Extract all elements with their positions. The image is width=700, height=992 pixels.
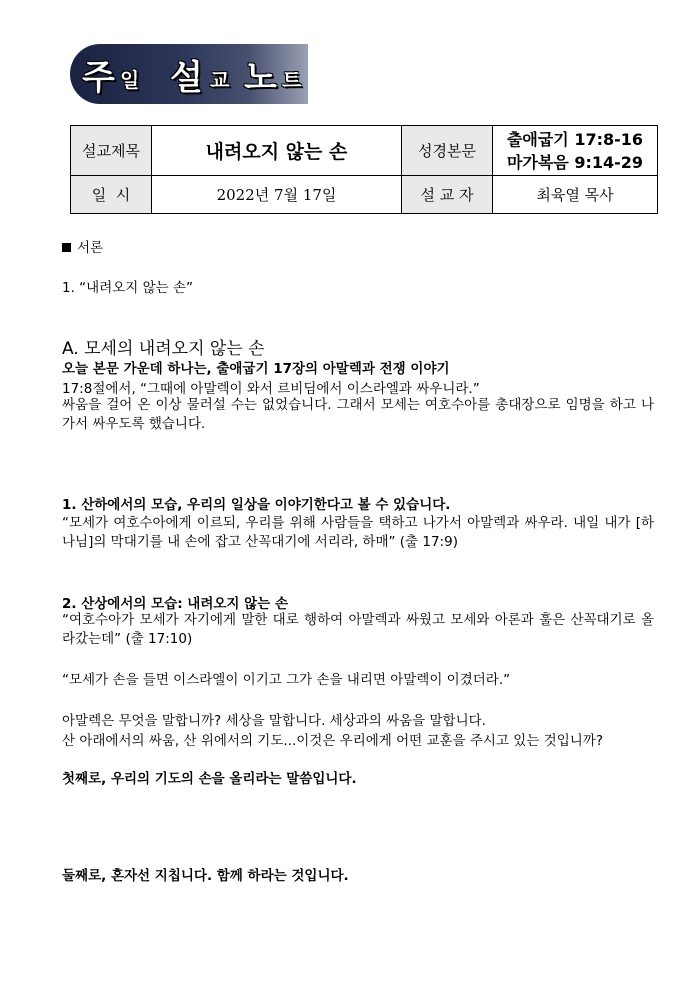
label-date: 일 시 — [71, 176, 152, 214]
banner-char: 노 — [244, 58, 277, 98]
point2-quote-2: “모세가 손을 들면 이스라엘이 이기고 그가 손을 내리면 아말렉이 이겼더라.” — [62, 672, 511, 688]
square-bullet-icon — [62, 243, 71, 252]
intro-heading — [62, 236, 103, 256]
scripture-ref-1: 출애굽기 17:8-16 — [506, 129, 644, 149]
scripture-ref-2: 마가복음 9:14-29 — [506, 152, 644, 172]
point1-quote: “모세가 여호수아에게 이르되, 우리를 위해 사람들을 택하고 나가서 아말렉과 싸우라. 내일 내가 [하나님]의 막대기를 내 손에 잡고 산꼭대기에 서리라, 하매” (출 17:9) — [62, 515, 654, 550]
label-scripture: 성경본문 — [402, 126, 493, 176]
banner-char: 주 — [82, 58, 115, 98]
section-a-verse: 17:8절에서, “그때에 아말렉이 와서 르비딤에서 이스라엘과 싸우니라.” — [62, 381, 480, 397]
question-line-1: 아말렉은 무엇을 말합니까? 세상을 말합니다. 세상과의 싸움을 말합니다. — [62, 713, 486, 729]
intro-item: 1. “내려오지 않는 손” — [62, 280, 194, 296]
label-preacher: 설 교 자 — [402, 176, 493, 214]
intro-heading-text: 서론 — [77, 240, 104, 256]
question-line-2: 산 아래에서의 싸움, 산 위에서의 기도...이것은 우리에게 어떤 교훈을 주시고 있는 것입니까? — [62, 733, 604, 749]
point2-heading — [62, 592, 288, 612]
section-a-heading: A. 모세의 내려오지 않는 손 — [62, 339, 265, 359]
point1-heading: 1. 산하에서의 모습, 우리의 일상을 이야기한다고 볼 수 있습니다. — [62, 497, 451, 513]
sermon-title: 내려오지 않는 손 — [152, 126, 402, 176]
banner-char: 교 — [210, 68, 230, 92]
first-point: 첫째로, 우리의 기도의 손을 올리라는 말씀입니다. — [62, 771, 357, 787]
preacher-name: 최육열 목사 — [493, 176, 658, 214]
banner-char: 일 — [120, 68, 140, 92]
point2-heading-text: 2. 산상에서의 모습: 내려오지 않는 손 — [62, 596, 288, 612]
banner-char: 설 — [170, 58, 203, 98]
banner-char: 트 — [282, 68, 302, 92]
sermon-info-table — [70, 125, 658, 214]
point2-quote: “여호수아가 모세가 자기에게 말한 대로 행하여 아말렉과 싸웠고 모세와 아론과 훌은 산꼭대기로 올라갔는데” (출 17:10) — [62, 612, 654, 647]
sermon-date: 2022년 7월 17일 — [152, 176, 402, 214]
second-point: 둘째로, 혼자선 지칩니다. 함께 하라는 것입니다. — [62, 868, 349, 884]
scripture-refs — [493, 126, 658, 176]
section-a-subheading: 오늘 본문 가운데 하나는, 출애굽기 17장의 아말렉과 전쟁 이야기 — [62, 361, 450, 377]
section-a-paragraph: 싸움을 걸어 온 이상 물러설 수는 없었습니다. 그래서 모세는 여호수아를 총대장으로 임명을 하고 나가서 싸우도록 했습니다. — [62, 397, 654, 432]
header-banner — [70, 44, 308, 104]
label-sermon-title: 설교제목 — [71, 126, 152, 176]
